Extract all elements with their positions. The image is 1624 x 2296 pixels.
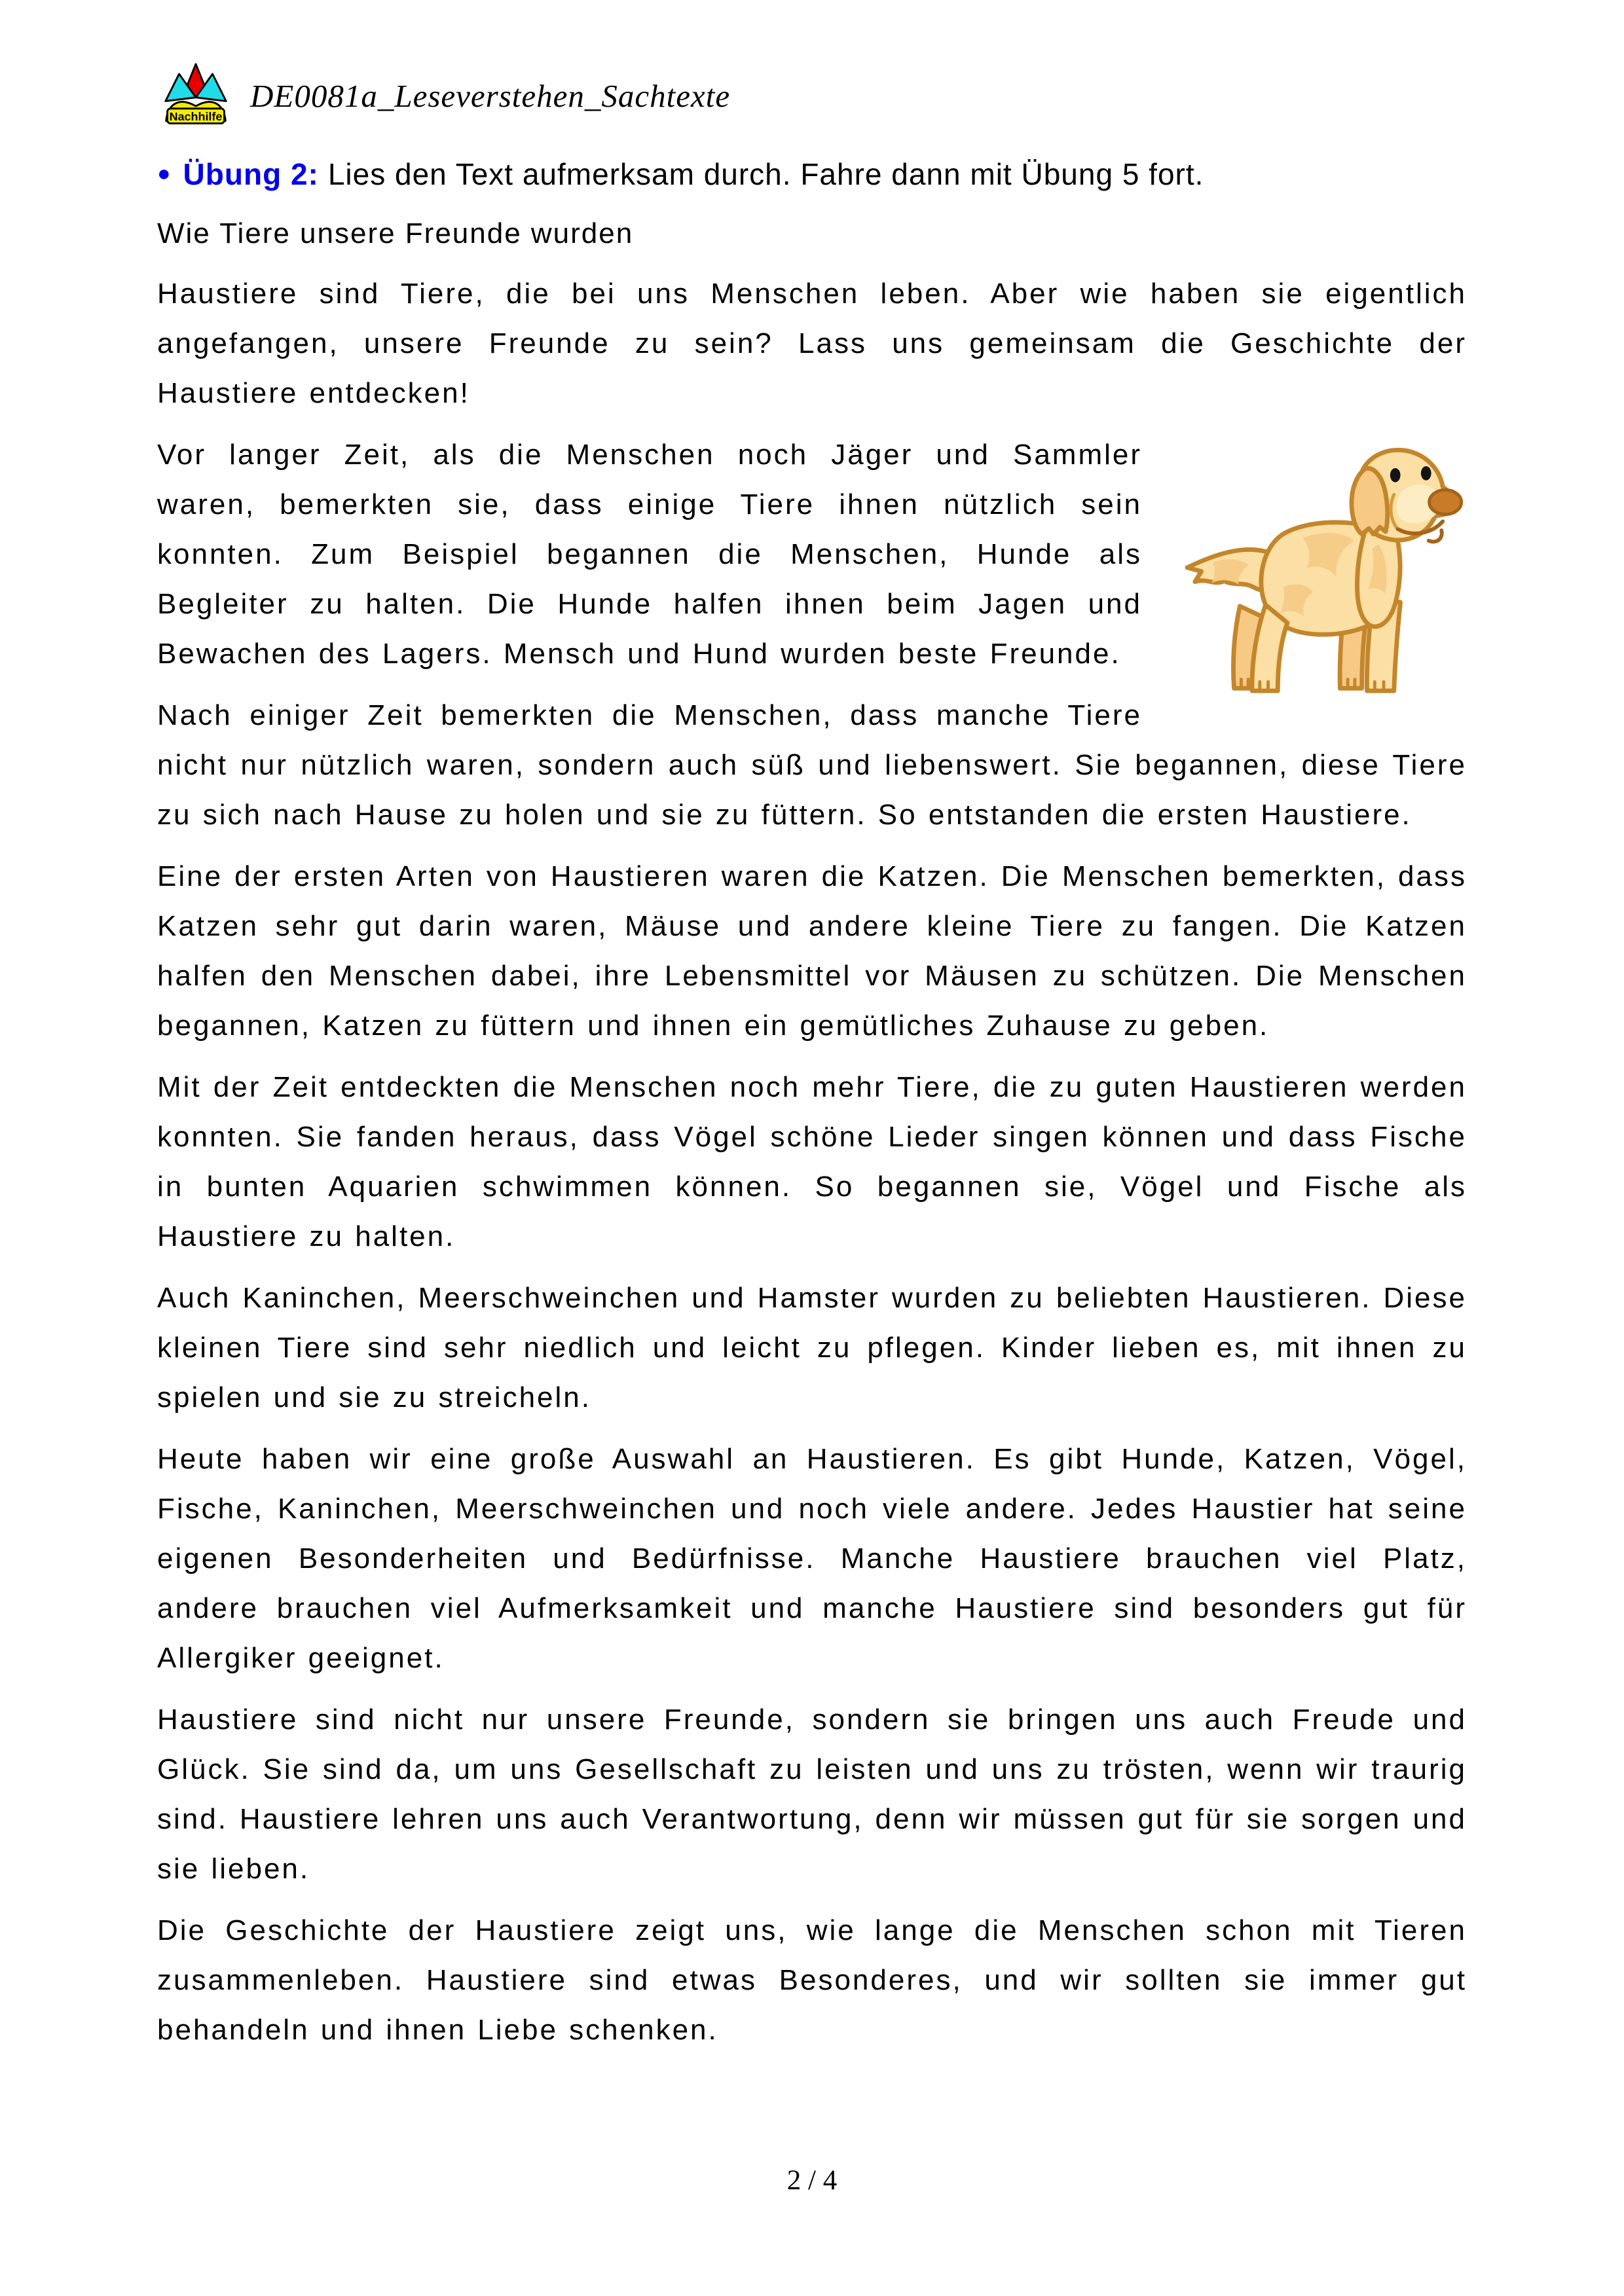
paragraph: Haustiere sind nicht nur unsere Freunde, sondern sie bringen uns auch Freude und Glück. Sie sind da, um uns Gesellschaft zu leisten und uns zu trösten, wenn wir traurig sind. Haustiere lehren uns auch Verantwortung, denn wir müssen gut für sie sorgen und sie lieben. [157,1704,1467,1885]
paragraph: Haustiere sind Tiere, die bei uns Menschen leben. Aber wie haben sie eigentlich angefangen, unsere Freunde zu sein? Lass uns gemeinsam die Geschichte der Haustiere entdecken! [157,278,1467,409]
paragraph: Vor langer Zeit, als die Menschen noch Jäger und Sammler waren, bemerkten sie, dass einige Tiere ihnen nützlich sein konnten. Zum Beispiel begannen die Menschen, Hunde als Begleiter zu halten. Die Hunde halfen ihnen beim Jagen und Bewachen des Lagers. Mensch und Hund wurden beste Freunde. [157,439,1142,670]
paragraph: Mit der Zeit entdeckten die Menschen noch mehr Tiere, die zu guten Haustieren werden konnten. Sie fanden heraus, dass Vögel schöne Lieder singen können und dass Fische in bunten Aquarien schwimmen können. So begannen sie, Vögel und Fische als Haustiere zu halten. [157,1071,1467,1252]
page-header [162,60,730,131]
article-title: Wie Tiere unsere Freunde wurden [157,217,634,249]
page-footer [0,2164,1624,2196]
exercise-label: Übung 2: [183,157,319,191]
document-title: DE0081a_Leseverstehen_Sachtexte [250,77,731,114]
paragraph: Die Geschichte der Haustiere zeigt uns, wie lange die Menschen schon mit Tieren zusammenleben. Haustiere sind etwas Besonderes, und wir sollten sie immer gut behandeln und ihnen Liebe schenken. [157,1914,1467,2046]
logo-label: Nachhilfe [169,109,223,123]
page-number: 2 / 4 [786,2165,838,2196]
paragraph: Auch Kaninchen, Meerschweinchen und Hamster wurden zu beliebten Haustieren. Diese kleinen Tiere sind sehr niedlich und leicht zu pflegen. Kinder lieben es, mit ihnen zu spielen und sie zu streicheln. [157,1282,1467,1413]
golden-retriever-icon [1171,435,1467,699]
article [157,148,1467,2067]
dog-illustration [1171,435,1467,699]
exercise-instruction-line [157,148,1467,200]
paragraph: Eine der ersten Arten von Haustieren waren die Katzen. Die Menschen bemerkten, dass Katzen sehr gut darin waren, Mäuse und andere kleine Tiere zu fangen. Die Katzen halfen den Menschen dabei, ihre Lebensmittel vor Mäusen zu schützen. Die Menschen begannen, Katzen zu füttern und ihnen ein gemütliches Zuhause zu geben. [157,860,1467,1042]
nachhilfe-logo-icon [162,60,229,131]
bullet-icon: ● [157,161,172,186]
paragraph: Nach einiger Zeit bemerkten die Menschen, dass manche Tiere nicht nur nützlich waren, sondern auch süß und liebenswert. Sie begannen, diese Tiere zu sich nach Hause zu holen und sie zu füttern. So entstanden die ersten Haustiere. [157,699,1467,831]
paragraph: Heute haben wir eine große Auswahl an Haustieren. Es gibt Hunde, Katzen, Vögel, Fische, Kaninchen, Meerschweinchen und noch viele andere. Jedes Haustier hat seine eigenen Besonderheiten und Bedürfnisse. Manche Haustiere brauchen viel Platz, andere brauchen viel Aufmerksamkeit und manche Haustiere sind besonders gut für Allergiker geeignet. [157,1443,1467,1674]
exercise-instruction: Lies den Text aufmerksam durch. Fahre dann mit Übung 5 fort. [327,157,1204,191]
